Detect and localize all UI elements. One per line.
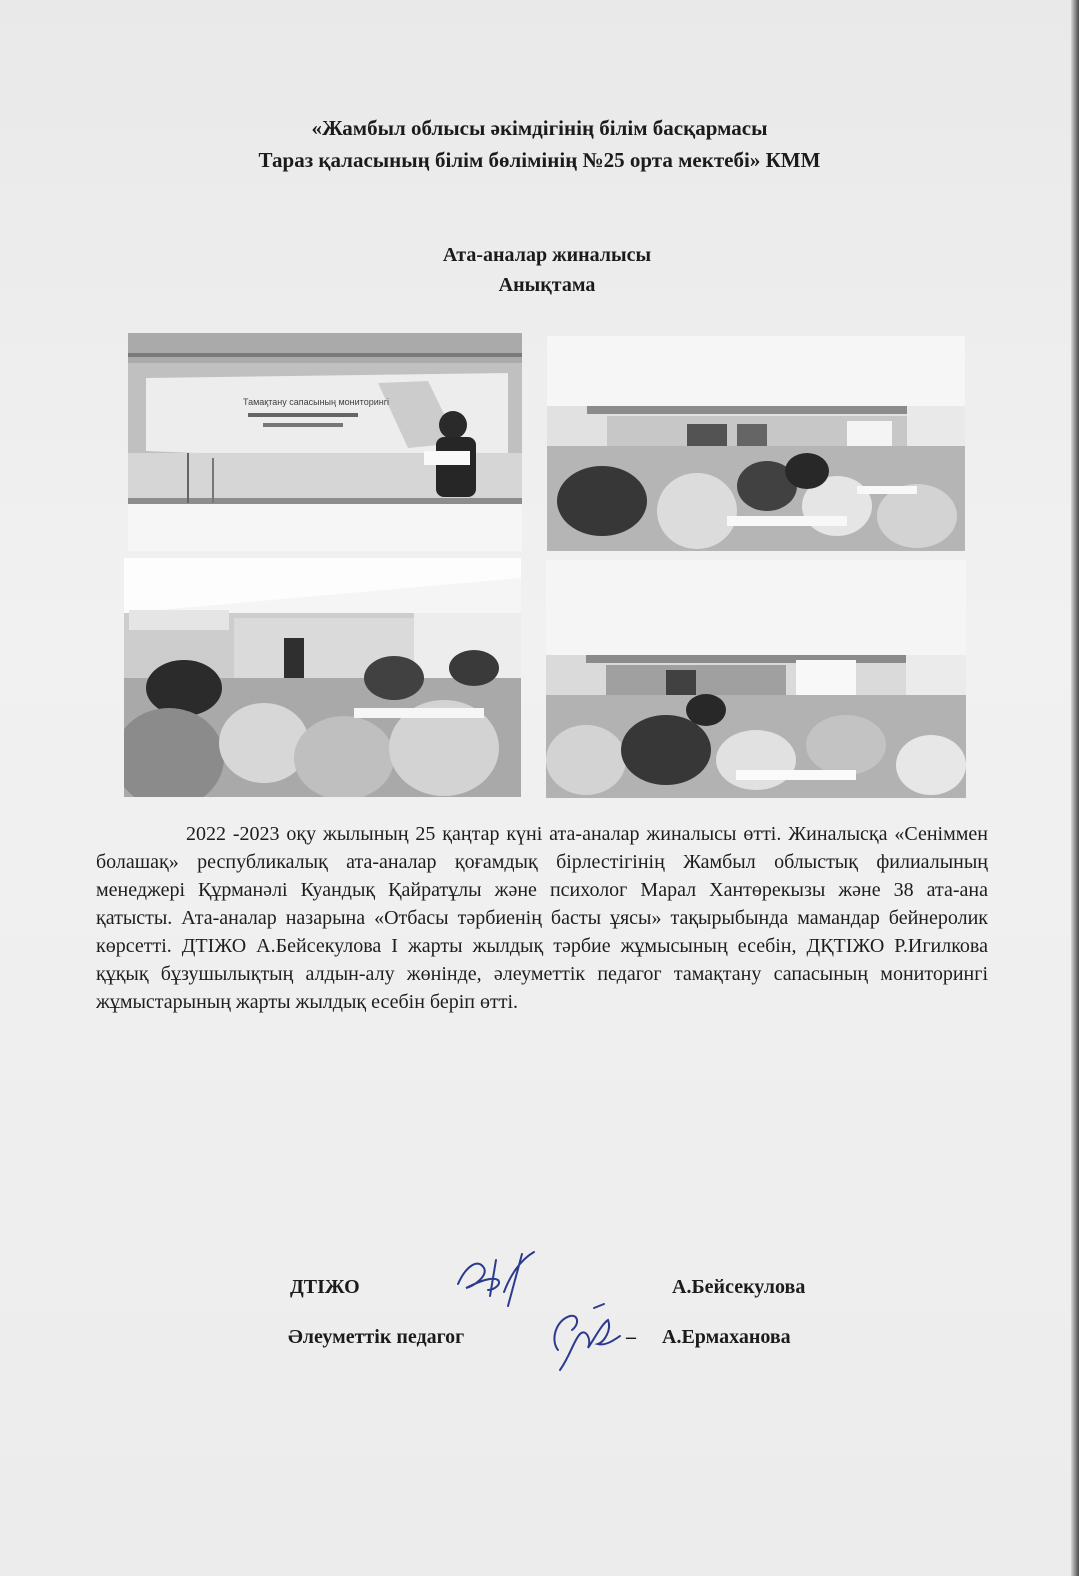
signature-name-1: А.Бейсекулова bbox=[672, 1276, 806, 1298]
photo-classroom-wide bbox=[547, 336, 965, 551]
photo-presentation bbox=[128, 333, 522, 551]
handwritten-signature-1 bbox=[448, 1246, 548, 1312]
signature-dash: – bbox=[626, 1326, 636, 1348]
handwritten-signature-2 bbox=[544, 1300, 634, 1376]
title-line-2: Анықтама bbox=[498, 274, 596, 296]
photo-classroom-rows bbox=[546, 560, 966, 798]
title-line-1: Ата-аналар жиналысы bbox=[442, 244, 652, 266]
photo-parents-seated bbox=[124, 558, 521, 797]
header-line-2: Тараз қаласының білім бөлімінің №25 орта мектебі» КММ bbox=[258, 148, 821, 172]
signature-position-1: ДТІЖО bbox=[290, 1276, 360, 1298]
school-header bbox=[0, 112, 1079, 176]
signature-name-2: А.Ермаханова bbox=[662, 1326, 791, 1348]
report-paragraph: 2022 -2023 оқу жылының 25 қаңтар күні ата-аналар жиналысы өтті. Жиналысқа «Сеніммен болашақ» республикалық ата-аналар қоғамдық бірлестігінің Жамбыл облыстық филиалының менеджері Құрманәлі Куандық Қайратұлы және психолог Марал Хантөрекызы және 38 ата-ана қатысты. Ата-аналар назарына «Отбасы тәрбиенің басты ұясы» тақырыбында мамандар бейнеролик көрсетті. ДТІЖО А.Бейсекулова І жарты жылдық тәрбие жұмысының есебін, ДҚТІЖО Р.Игилкова құқық бұзушылықтың алдын-алу жөнінде, әлеуметтік педагог тамақтану сапасының мониторингі жұмыстарының жарты жылдық есебін беріп өтті. bbox=[96, 823, 988, 1013]
header-line-1: «Жамбыл облысы әкімдігінің білім басқармасы bbox=[311, 116, 768, 140]
signature-position-2: Әлеуметтік педагог bbox=[288, 1326, 465, 1348]
document-title bbox=[0, 240, 1079, 300]
slide-text: Тамақтану сапасының мониторингі bbox=[243, 397, 389, 407]
